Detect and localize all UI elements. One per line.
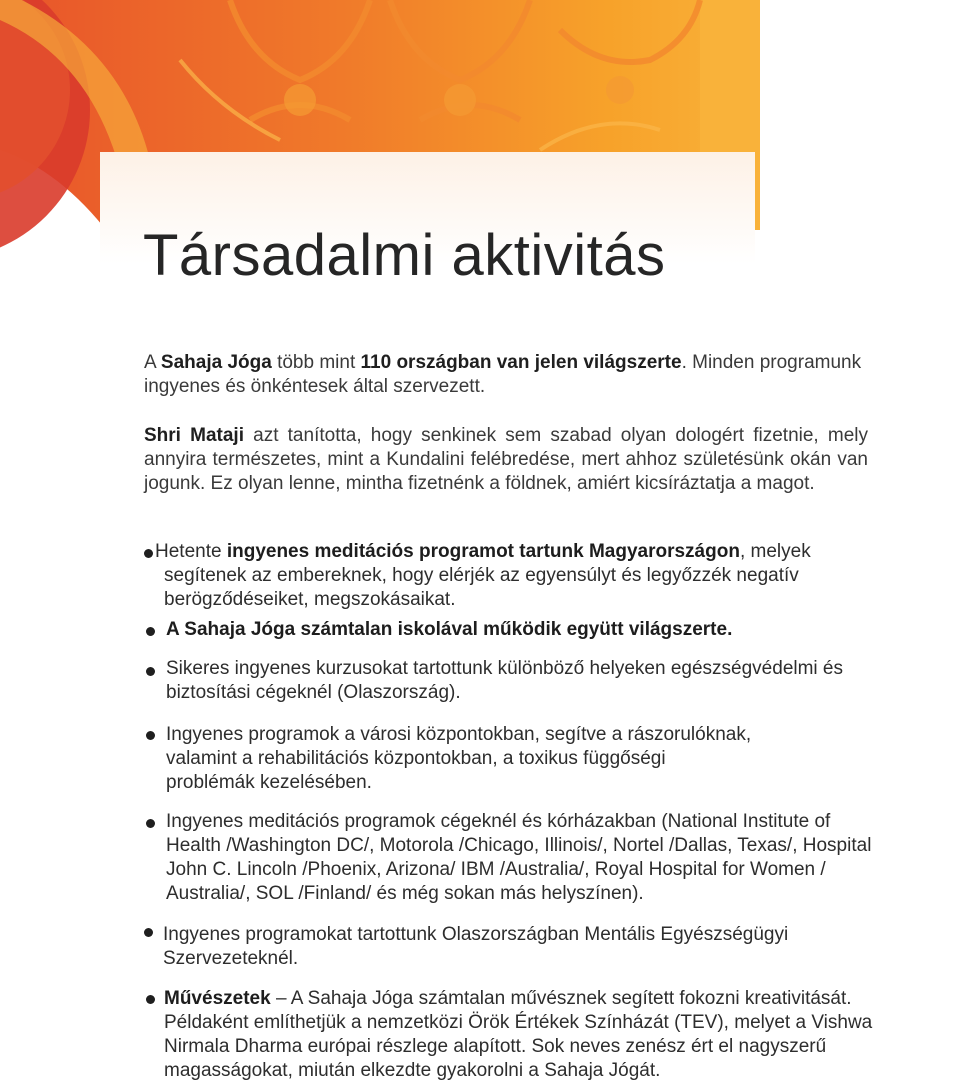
list-item-line <box>163 923 960 947</box>
list-item-line <box>166 723 960 747</box>
list-item-line <box>164 987 960 1011</box>
list-item-text: magasságokat, miután elkezdte gyakorolni a Sahaja Jógát. <box>164 1060 661 1081</box>
list-item <box>144 923 960 971</box>
bullet-dot-icon <box>146 731 155 740</box>
list-item-line <box>164 588 960 612</box>
teaching-text: azt tanította, hogy senkinek sem szabad olyan dologért fizetnie, mely annyira természetes, mint a Kundalini felébredése, mert ahhoz születésünk okán van jogunk. Ez olyan lenne, mintha fizetnénk a földnek, amiért kicsíráztatja a magot. <box>144 425 868 494</box>
list-item-line <box>166 771 960 795</box>
list-item-text: Australia/, SOL /Finland/ és még sokan más helyszínen). <box>166 883 644 904</box>
teaching-bold-name: Shri Mataji <box>144 425 244 446</box>
list-item <box>144 810 960 906</box>
list-item-line <box>164 564 960 588</box>
list-item-line <box>164 1035 960 1059</box>
bullet-dot-icon <box>146 627 155 636</box>
list-item-text: John C. Lincoln /Phoenix, Arizona/ IBM /Australia/, Royal Hospital for Women / <box>166 859 826 880</box>
list-item-text: – A Sahaja Jóga számtalan művésznek segített fokozni kreativitását. <box>270 988 852 1009</box>
intro-text: . Minden programunk ingyenes és önkéntesek által szervezett. <box>144 352 862 397</box>
list-item <box>144 987 960 1083</box>
list-item <box>144 723 960 795</box>
bullet-dot-icon <box>146 667 155 676</box>
list-item-line <box>166 858 960 882</box>
list-item-line <box>166 810 960 834</box>
list-item-bold: A Sahaja Jóga számtalan iskolával működik együtt világszerte. <box>166 619 733 640</box>
list-item-text: Nirmala Dharma európai részlege alapított. Sok neves zenész ért el nagyszerű <box>164 1036 827 1057</box>
list-item-line <box>166 681 960 705</box>
list-item-bold: ingyenes meditációs programot tartunk Magyarországon <box>226 541 740 562</box>
list-item <box>144 540 960 612</box>
list-item-text: biztosítási cégeknél (Olaszország). <box>166 682 461 703</box>
list-item-text: Sikeres ingyenes kurzusokat tartottunk különböző helyeken egészségvédelmi és <box>166 658 843 679</box>
list-item <box>144 618 960 642</box>
bullet-dot-icon <box>146 995 155 1004</box>
intro-bold-countries: 110 országban van jelen világszerte <box>360 352 682 373</box>
list-item-line <box>164 1011 960 1035</box>
list-item-line <box>164 1059 960 1083</box>
bullet-dot-icon <box>144 928 153 937</box>
intro-bold-name: Sahaja Jóga <box>160 352 272 373</box>
list-item-text: Ingyenes meditációs programok cégeknél és kórházakban (National Institute of <box>166 811 831 832</box>
list-item-text: Szervezeteknél. <box>163 948 299 969</box>
bullet-dot-icon <box>146 819 155 828</box>
intro-text: A <box>144 352 161 373</box>
list-item-line <box>166 882 960 906</box>
list-item-text: problémák kezelésében. <box>166 772 372 793</box>
intro-paragraph <box>144 351 868 399</box>
list-item-text: Ingyenes programok a városi központokban, segítve a rászorulóknak, <box>166 724 752 745</box>
list-item-line <box>166 618 960 642</box>
list-item-line <box>163 947 960 971</box>
list-item-text: valamint a rehabilitációs központokban, a toxikus függőségi <box>166 748 666 769</box>
intro-text: több mint <box>271 352 361 373</box>
list-item-text: berögződéseiket, megszokásaikat. <box>164 589 456 610</box>
bullet-dot-icon <box>144 549 153 558</box>
list-item-text: Példaként említhetjük a nemzetközi Örök Értékek Színházát (TEV), melyet a Vishwa <box>164 1012 873 1033</box>
list-item-line <box>155 540 960 564</box>
list-item <box>144 657 960 705</box>
list-item-line <box>166 834 960 858</box>
list-item-text: , melyek <box>739 541 811 562</box>
list-item-text: Health /Washington DC/, Motorola /Chicago, Illinois/, Nortel /Dallas, Texas/, Hospital <box>166 835 872 856</box>
list-item-text: Hetente <box>155 541 227 562</box>
list-item-bold: Művészetek <box>164 988 271 1009</box>
page-title: Társadalmi aktivitás <box>143 223 666 288</box>
list-item-line <box>166 657 960 681</box>
list-item-text: segítenek az embereknek, hogy elérjék az egyensúlyt és legyőzzék negatív <box>164 565 799 586</box>
list-item-line <box>166 747 960 771</box>
list-item-text: Ingyenes programokat tartottunk Olaszországban Mentális Egyészségügyi <box>163 924 789 945</box>
teaching-paragraph <box>144 424 868 496</box>
